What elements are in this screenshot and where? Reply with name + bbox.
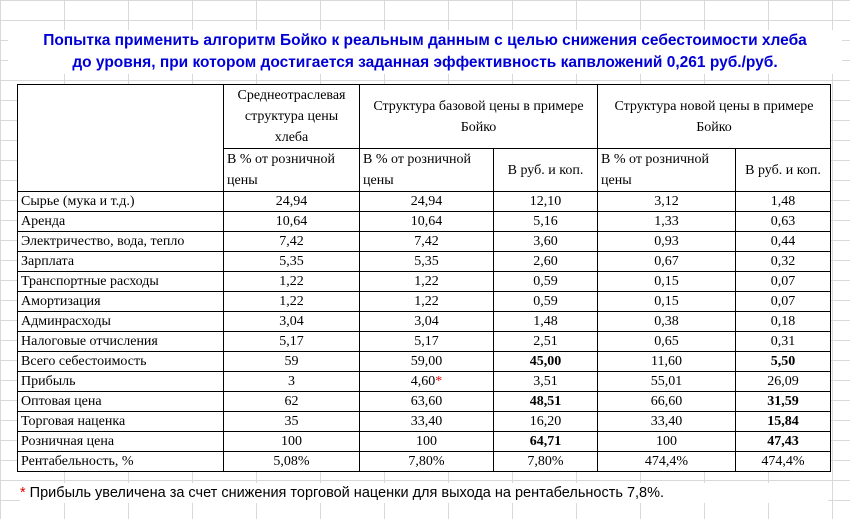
footnote-star: * [20, 485, 26, 501]
table-row-markup [18, 412, 831, 432]
cell-base-pct [360, 372, 494, 392]
cell-new-rub: 5,50 [736, 352, 831, 372]
cell-base-rub: 1,48 [494, 312, 598, 332]
title-line-2: до уровня, при котором достигается заданная эффективность капвложений 0,261 руб./руб. [72, 54, 778, 71]
cell-new-pct: 66,60 [598, 392, 736, 412]
cell-base-rub: 0,59 [494, 292, 598, 312]
cell-new-rub: 15,84 [736, 412, 831, 432]
cell-base-rub: 2,51 [494, 332, 598, 352]
table-row-profit [18, 372, 831, 392]
cell-base-pct: 1,22 [360, 292, 494, 312]
cell-avg: 1,22 [224, 292, 360, 312]
row-label: Розничная цена [18, 432, 224, 452]
cell-new-pct: 33,40 [598, 412, 736, 432]
cell-avg: 1,22 [224, 272, 360, 292]
cell-base-rub: 3,51 [494, 372, 598, 392]
table-row [18, 272, 831, 292]
cell-new-pct: 0,15 [598, 292, 736, 312]
cell-new-rub: 0,44 [736, 232, 831, 252]
cell-new-rub: 0,07 [736, 272, 831, 292]
cell-base-pct: 63,60 [360, 392, 494, 412]
header-avg-structure: Среднеотраслевая структура цены хлеба [224, 85, 360, 149]
table-row-profitability [18, 452, 831, 472]
table-row-wholesale [18, 392, 831, 412]
cell-base-rub: 12,10 [494, 192, 598, 212]
cell-new-pct: 55,01 [598, 372, 736, 392]
cell-new-pct: 474,4% [598, 452, 736, 472]
cell-base-pct: 7,42 [360, 232, 494, 252]
cell-base-pct: 7,80% [360, 452, 494, 472]
subheader-new-pct: В % от розничной цены [598, 149, 736, 192]
cell-avg: 62 [224, 392, 360, 412]
table-row [18, 312, 831, 332]
cell-new-pct: 0,15 [598, 272, 736, 292]
cell-base-rub: 5,16 [494, 212, 598, 232]
row-label: Оптовая цена [18, 392, 224, 412]
cell-base-pct: 59,00 [360, 352, 494, 372]
corner-cell [18, 85, 224, 192]
cell-base-rub: 48,51 [494, 392, 598, 412]
row-label: Торговая наценка [18, 412, 224, 432]
cell-new-pct: 1,33 [598, 212, 736, 232]
row-label: Всего себестоимость [18, 352, 224, 372]
cell-new-rub: 0,63 [736, 212, 831, 232]
cell-new-pct: 100 [598, 432, 736, 452]
header-new-price: Структура новой цены в примере Бойко [598, 85, 831, 149]
cell-new-rub: 31,59 [736, 392, 831, 412]
cell-new-rub: 26,09 [736, 372, 831, 392]
cell-base-rub: 16,20 [494, 412, 598, 432]
cell-avg: 5,35 [224, 252, 360, 272]
cell-base-pct: 5,35 [360, 252, 494, 272]
cell-avg: 5,17 [224, 332, 360, 352]
cell-avg: 100 [224, 432, 360, 452]
cell-new-pct: 11,60 [598, 352, 736, 372]
table-row [18, 332, 831, 352]
cell-new-pct: 3,12 [598, 192, 736, 212]
table-row-total-cost [18, 352, 831, 372]
row-label: Налоговые отчисления [18, 332, 224, 352]
cell-avg: 59 [224, 352, 360, 372]
table-row [18, 232, 831, 252]
row-label: Амортизация [18, 292, 224, 312]
cell-base-rub: 45,00 [494, 352, 598, 372]
subheader-base-pct: В % от розничной цены [360, 149, 494, 192]
table-row [18, 212, 831, 232]
row-label: Аренда [18, 212, 224, 232]
subheader-base-rub: В руб. и коп. [494, 149, 598, 192]
row-label: Сырье (мука и т.д.) [18, 192, 224, 212]
title-line-1: Попытка применить алгоритм Бойко к реальным данным с целью снижения себестоимости хлеба [43, 32, 807, 49]
cell-base-rub: 7,80% [494, 452, 598, 472]
footnote-text: Прибыль увеличена за счет снижения торговой наценки для выхода на рентабельность 7,8%. [25, 485, 665, 501]
cell-base-rub: 0,59 [494, 272, 598, 292]
cell-new-pct: 0,65 [598, 332, 736, 352]
cell-new-rub: 0,31 [736, 332, 831, 352]
subheader-new-rub: В руб. и коп. [736, 149, 831, 192]
cell-avg: 3,04 [224, 312, 360, 332]
base-pct-value: 4,60 [410, 374, 436, 389]
cell-new-rub: 0,07 [736, 292, 831, 312]
cell-new-rub: 0,32 [736, 252, 831, 272]
cell-base-pct: 10,64 [360, 212, 494, 232]
table-row [18, 192, 831, 212]
cell-new-pct: 0,93 [598, 232, 736, 252]
header-row-1 [18, 85, 831, 149]
cell-base-pct: 33,40 [360, 412, 494, 432]
cell-new-rub: 47,43 [736, 432, 831, 452]
cell-base-rub: 64,71 [494, 432, 598, 452]
row-label: Зарплата [18, 252, 224, 272]
cell-base-pct: 24,94 [360, 192, 494, 212]
cell-new-pct: 0,38 [598, 312, 736, 332]
cell-avg: 24,94 [224, 192, 360, 212]
cell-base-rub: 2,60 [494, 252, 598, 272]
row-label: Рентабельность, % [18, 452, 224, 472]
cell-new-rub: 1,48 [736, 192, 831, 212]
cell-new-pct: 0,67 [598, 252, 736, 272]
cell-base-rub: 3,60 [494, 232, 598, 252]
cell-avg: 35 [224, 412, 360, 432]
footnote [20, 483, 828, 503]
header-base-price: Структура базовой цены в примере Бойко [360, 85, 598, 149]
row-label: Электричество, вода, тепло [18, 232, 224, 252]
table-title [8, 30, 842, 74]
subheader-avg-pct: В % от розничной цены [224, 149, 360, 192]
cell-avg: 10,64 [224, 212, 360, 232]
cell-base-pct: 5,17 [360, 332, 494, 352]
table-row [18, 292, 831, 312]
cell-avg: 5,08% [224, 452, 360, 472]
cell-new-rub: 474,4% [736, 452, 831, 472]
cell-avg: 7,42 [224, 232, 360, 252]
cell-base-pct: 100 [360, 432, 494, 452]
footnote-marker: * [435, 374, 443, 389]
cell-avg: 3 [224, 372, 360, 392]
table-row [18, 252, 831, 272]
cell-base-pct: 3,04 [360, 312, 494, 332]
table-row-retail [18, 432, 831, 452]
cell-base-pct: 1,22 [360, 272, 494, 292]
row-label: Транспортные расходы [18, 272, 224, 292]
price-structure-table [17, 84, 831, 472]
cell-new-rub: 0,18 [736, 312, 831, 332]
row-label: Админрасходы [18, 312, 224, 332]
row-label: Прибыль [18, 372, 224, 392]
